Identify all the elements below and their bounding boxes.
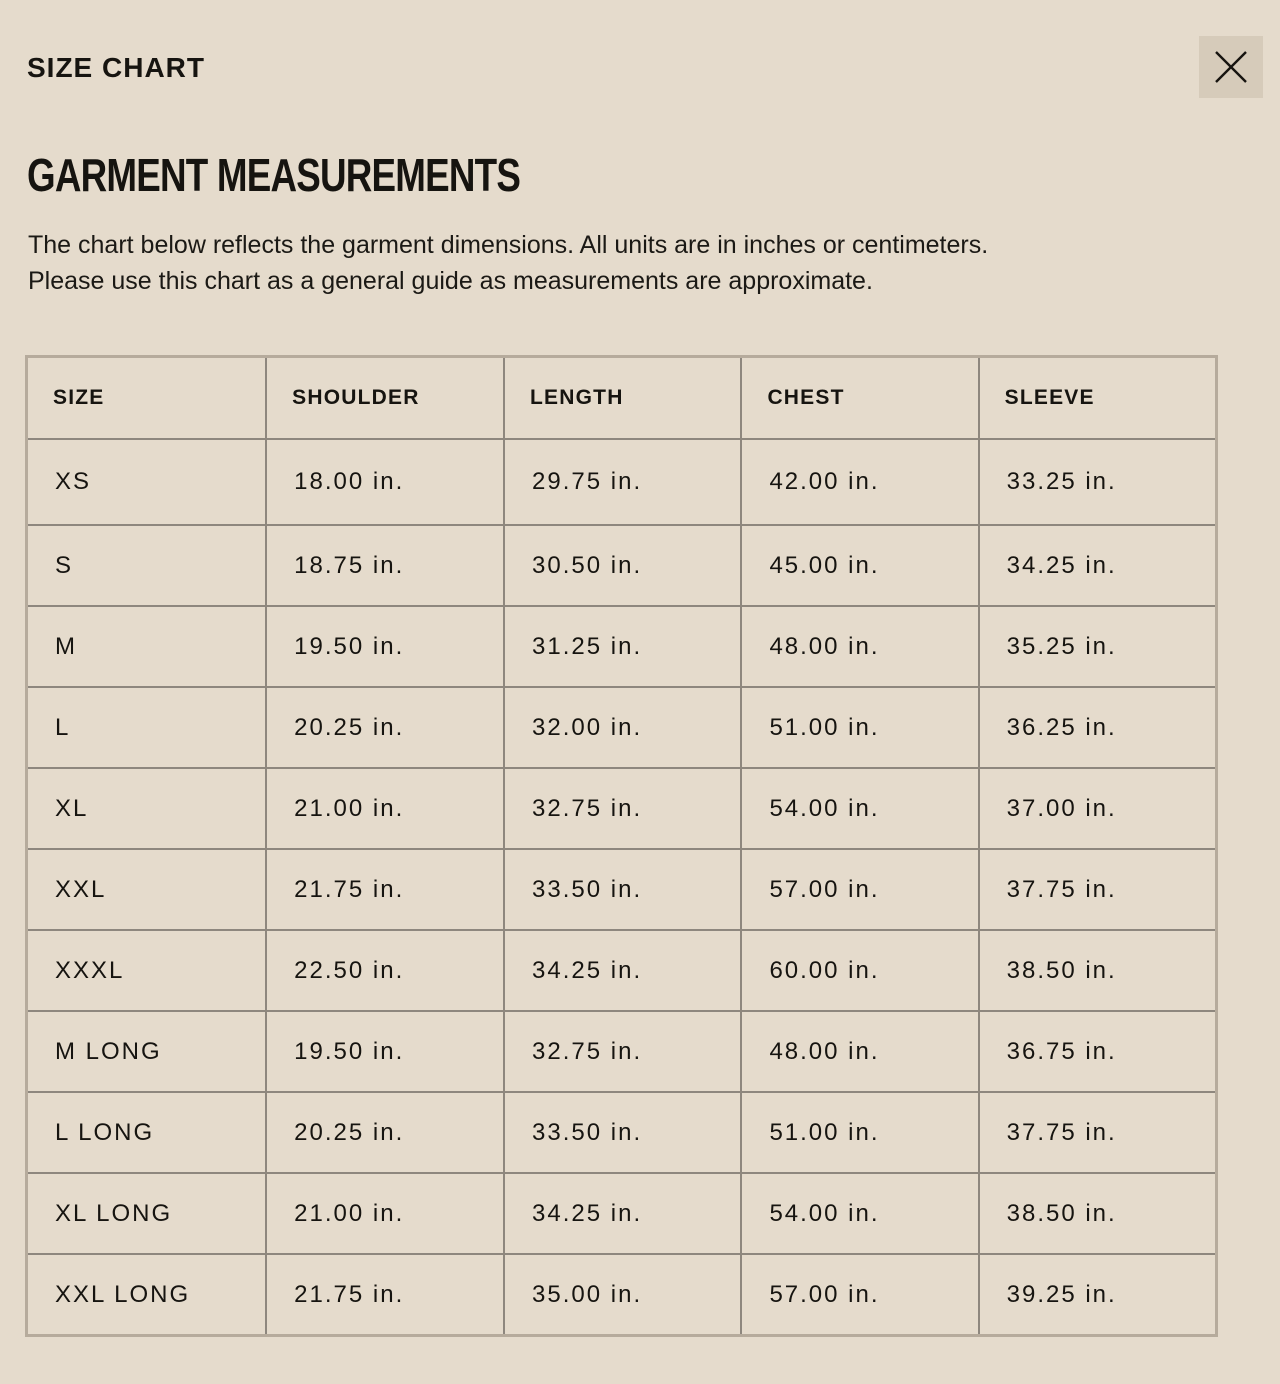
cell-length: 29.75 in. bbox=[504, 439, 741, 525]
cell-size: XXL LONG bbox=[27, 1254, 267, 1336]
header-sleeve: SLEEVE bbox=[979, 357, 1217, 440]
table-row bbox=[27, 439, 1217, 525]
cell-chest: 57.00 in. bbox=[741, 849, 978, 930]
cell-length: 33.50 in. bbox=[504, 849, 741, 930]
table-row bbox=[27, 768, 1217, 849]
cell-chest: 57.00 in. bbox=[741, 1254, 978, 1336]
description-line-2: Please use this chart as a general guide as measurements are approximate. bbox=[28, 267, 873, 295]
cell-chest: 42.00 in. bbox=[741, 439, 978, 525]
table-row bbox=[27, 1254, 1217, 1336]
cell-length: 32.75 in. bbox=[504, 768, 741, 849]
table-row bbox=[27, 606, 1217, 687]
cell-size: XXL bbox=[27, 849, 267, 930]
cell-length: 33.50 in. bbox=[504, 1092, 741, 1173]
description-line-1: The chart below reflects the garment dimensions. All units are in inches or centimeters. bbox=[28, 231, 989, 259]
cell-chest: 54.00 in. bbox=[741, 1173, 978, 1254]
cell-sleeve: 37.75 in. bbox=[979, 1092, 1217, 1173]
cell-size: M LONG bbox=[27, 1011, 267, 1092]
close-icon bbox=[1215, 51, 1247, 83]
cell-length: 34.25 in. bbox=[504, 1173, 741, 1254]
cell-sleeve: 36.25 in. bbox=[979, 687, 1217, 768]
cell-chest: 48.00 in. bbox=[741, 606, 978, 687]
cell-shoulder: 18.75 in. bbox=[266, 525, 504, 606]
cell-length: 35.00 in. bbox=[504, 1254, 741, 1336]
cell-size: XXXL bbox=[27, 930, 267, 1011]
cell-shoulder: 20.25 in. bbox=[266, 687, 504, 768]
size-table bbox=[25, 355, 1218, 1337]
cell-sleeve: 37.00 in. bbox=[979, 768, 1217, 849]
cell-length: 34.25 in. bbox=[504, 930, 741, 1011]
description bbox=[28, 227, 988, 299]
cell-size: XL LONG bbox=[27, 1173, 267, 1254]
cell-size: XS bbox=[27, 439, 267, 525]
cell-sleeve: 36.75 in. bbox=[979, 1011, 1217, 1092]
header-chest: CHEST bbox=[741, 357, 978, 440]
close-button[interactable] bbox=[1199, 36, 1263, 98]
cell-sleeve: 38.50 in. bbox=[979, 1173, 1217, 1254]
cell-length: 32.75 in. bbox=[504, 1011, 741, 1092]
cell-shoulder: 21.75 in. bbox=[266, 1254, 504, 1336]
cell-shoulder: 19.50 in. bbox=[266, 606, 504, 687]
cell-sleeve: 33.25 in. bbox=[979, 439, 1217, 525]
table-row bbox=[27, 1011, 1217, 1092]
cell-shoulder: 21.00 in. bbox=[266, 1173, 504, 1254]
header-size: SIZE bbox=[27, 357, 267, 440]
cell-chest: 45.00 in. bbox=[741, 525, 978, 606]
section-heading: GARMENT MEASUREMENTS bbox=[27, 149, 521, 201]
cell-length: 30.50 in. bbox=[504, 525, 741, 606]
cell-chest: 54.00 in. bbox=[741, 768, 978, 849]
table-row bbox=[27, 930, 1217, 1011]
table-row bbox=[27, 1092, 1217, 1173]
cell-sleeve: 34.25 in. bbox=[979, 525, 1217, 606]
modal-title: SIZE CHART bbox=[27, 52, 205, 83]
cell-shoulder: 21.75 in. bbox=[266, 849, 504, 930]
cell-length: 31.25 in. bbox=[504, 606, 741, 687]
cell-size: L LONG bbox=[27, 1092, 267, 1173]
table-row bbox=[27, 687, 1217, 768]
header-length: LENGTH bbox=[504, 357, 741, 440]
table-row bbox=[27, 1173, 1217, 1254]
cell-size: XL bbox=[27, 768, 267, 849]
cell-shoulder: 20.25 in. bbox=[266, 1092, 504, 1173]
cell-sleeve: 35.25 in. bbox=[979, 606, 1217, 687]
cell-size: M bbox=[27, 606, 267, 687]
cell-chest: 51.00 in. bbox=[741, 687, 978, 768]
cell-sleeve: 37.75 in. bbox=[979, 849, 1217, 930]
header-shoulder: SHOULDER bbox=[266, 357, 504, 440]
cell-sleeve: 38.50 in. bbox=[979, 930, 1217, 1011]
cell-chest: 51.00 in. bbox=[741, 1092, 978, 1173]
cell-size: S bbox=[27, 525, 267, 606]
cell-size: L bbox=[27, 687, 267, 768]
cell-shoulder: 19.50 in. bbox=[266, 1011, 504, 1092]
cell-shoulder: 22.50 in. bbox=[266, 930, 504, 1011]
cell-sleeve: 39.25 in. bbox=[979, 1254, 1217, 1336]
cell-shoulder: 18.00 in. bbox=[266, 439, 504, 525]
table-row bbox=[27, 525, 1217, 606]
cell-chest: 60.00 in. bbox=[741, 930, 978, 1011]
cell-shoulder: 21.00 in. bbox=[266, 768, 504, 849]
table-header-row bbox=[27, 357, 1217, 440]
cell-chest: 48.00 in. bbox=[741, 1011, 978, 1092]
cell-length: 32.00 in. bbox=[504, 687, 741, 768]
table-row bbox=[27, 849, 1217, 930]
